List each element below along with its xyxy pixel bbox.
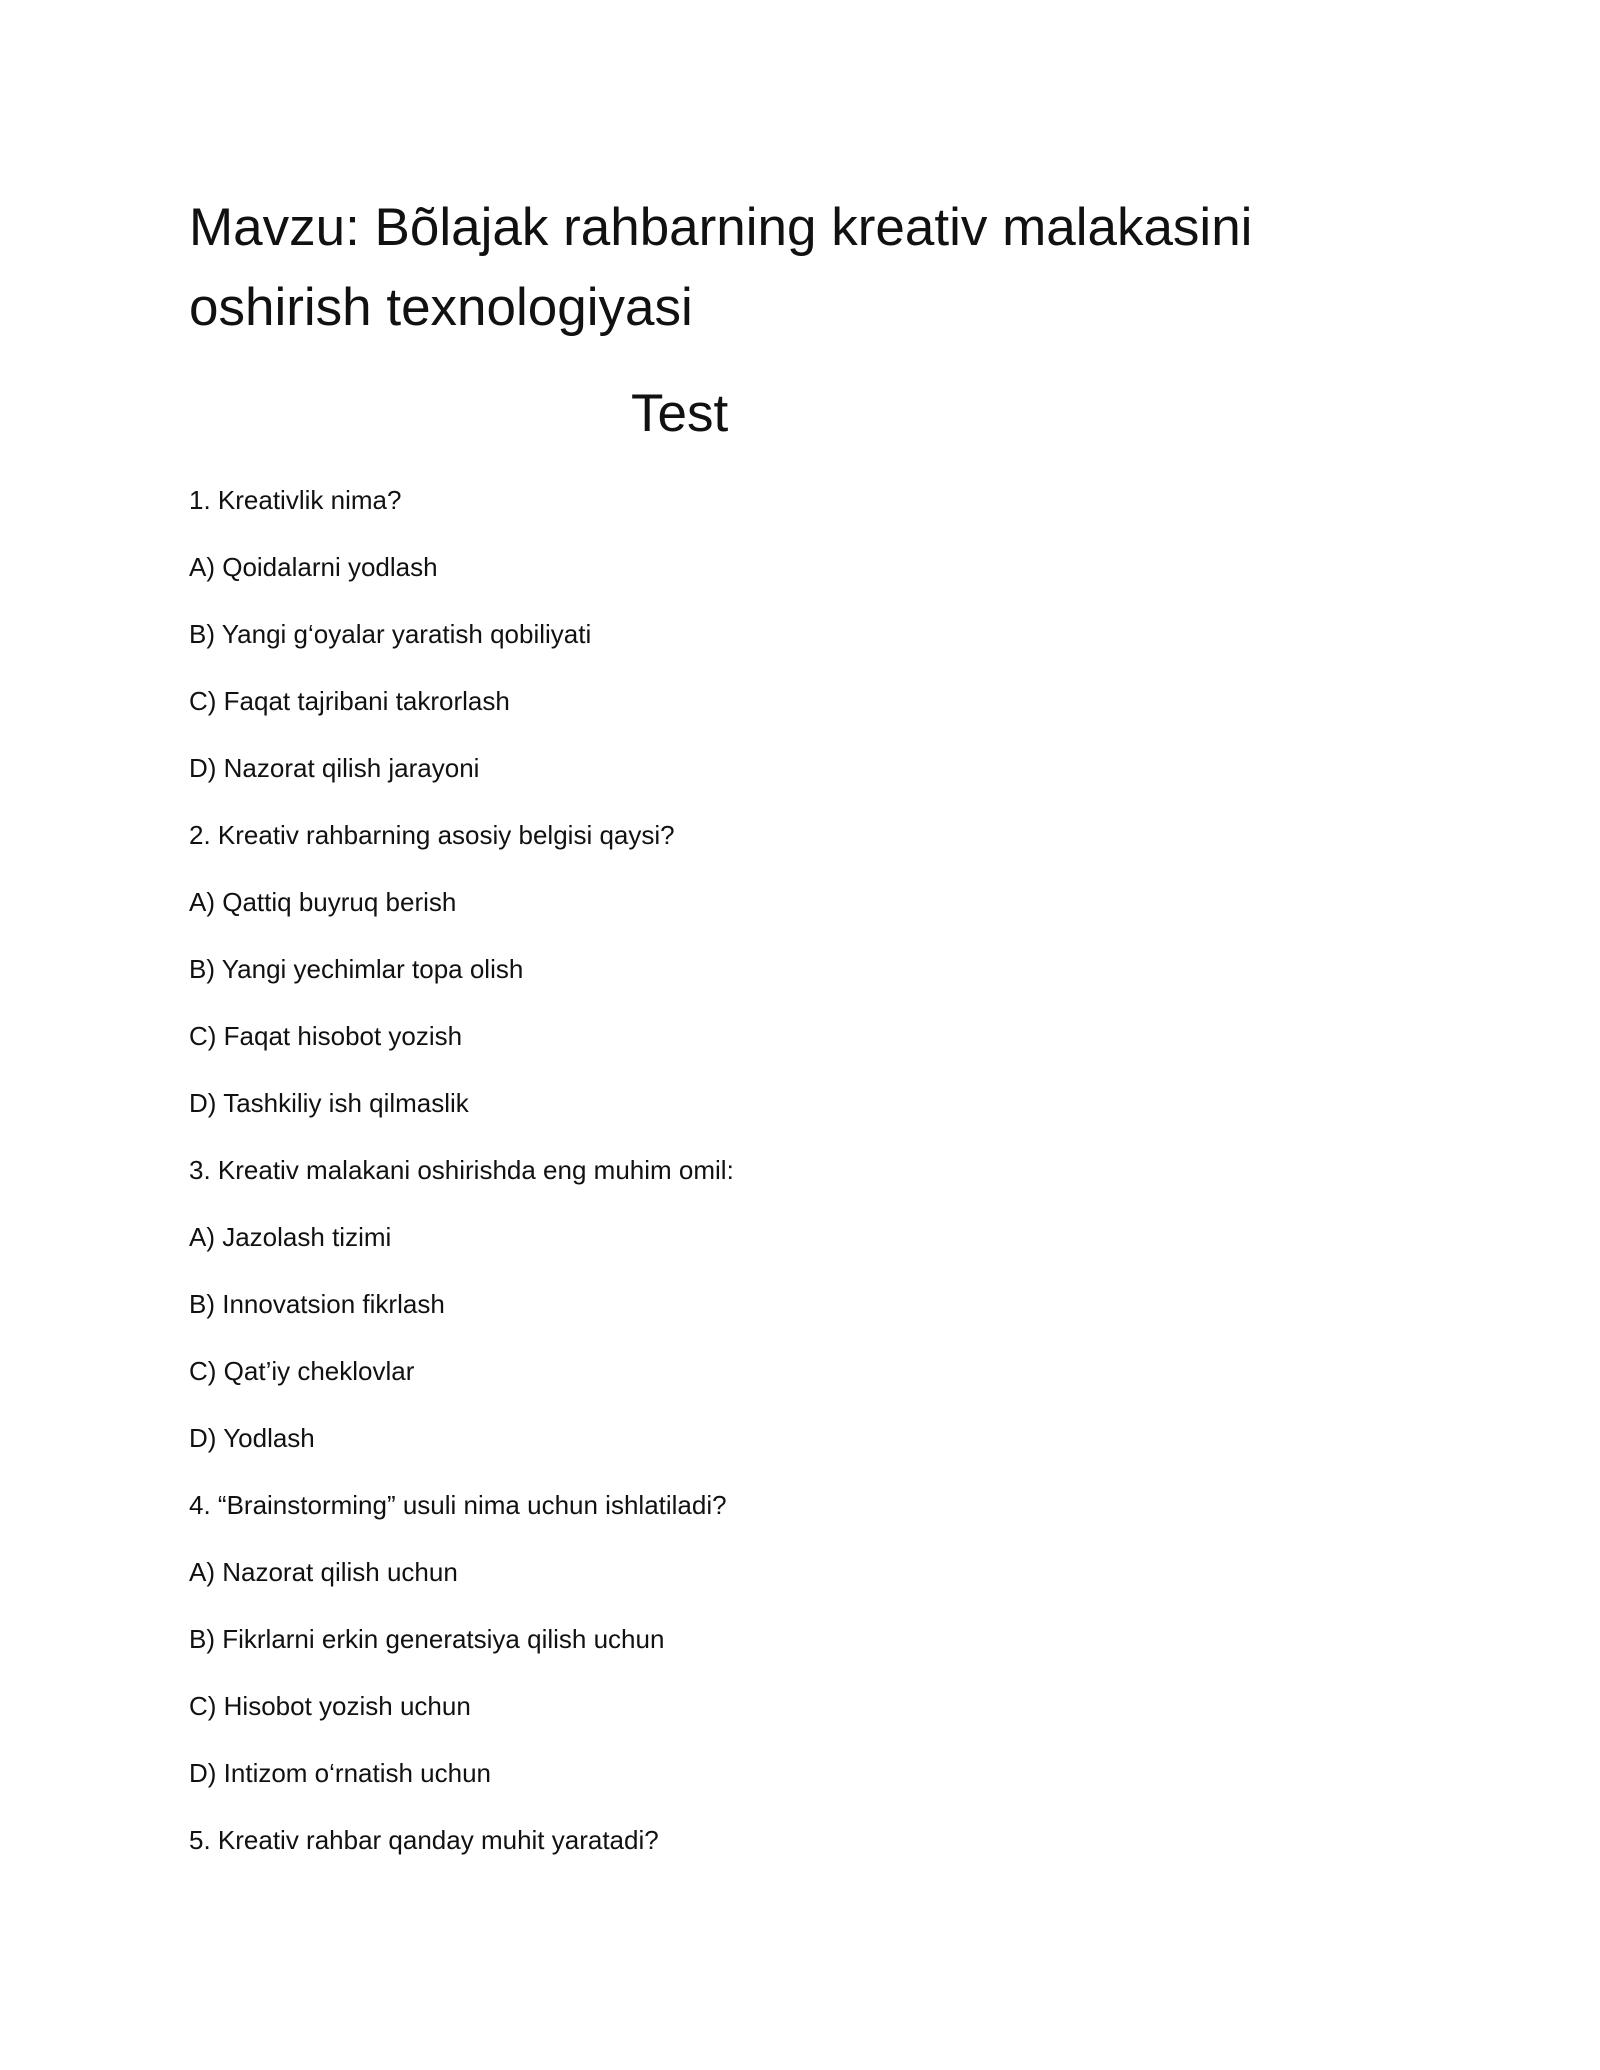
document-title: Mavzu: Bõlajak rahbarning kreativ malakasini oshirish texnologiyasi <box>189 198 1253 337</box>
answer-option-3d: D) Yodlash <box>189 1423 315 1453</box>
question-4: 4. “Brainstorming” usuli nima uchun ishlatiladi? <box>189 1490 727 1520</box>
answer-option-1c: C) Faqat tajribani takrorlash <box>189 686 510 716</box>
question-5: 5. Kreativ rahbar qanday muhit yaratadi? <box>189 1825 659 1855</box>
answer-option-1b: B) Yangi g‘oyalar yaratish qobiliyati <box>189 619 592 649</box>
answer-option-4c: C) Hisobot yozish uchun <box>189 1691 471 1721</box>
answer-option-1a: A) Qoidalarni yodlash <box>189 552 438 582</box>
test-heading: Test <box>631 384 729 443</box>
answer-option-2c: C) Faqat hisobot yozish <box>189 1021 463 1051</box>
question-3: 3. Kreativ malakani oshirishda eng muhim omil: <box>189 1155 734 1185</box>
answer-option-2b: B) Yangi yechimlar topa olish <box>189 954 524 984</box>
answer-option-4b: B) Fikrlarni erkin generatsiya qilish uchun <box>189 1624 665 1654</box>
answer-option-2a: A) Qattiq buyruq berish <box>189 887 457 917</box>
answer-option-3a: A) Jazolash tizimi <box>189 1222 392 1252</box>
answer-option-4a: A) Nazorat qilish uchun <box>189 1557 458 1587</box>
answer-option-4d: D) Intizom o‘rnatish uchun <box>189 1758 492 1788</box>
question-list <box>189 480 1389 1887</box>
question-1: 1. Kreativlik nima? <box>189 485 402 515</box>
question-2: 2. Kreativ rahbarning asosiy belgisi qaysi? <box>189 820 675 850</box>
answer-option-3c: C) Qat’iy cheklovlar <box>189 1356 415 1386</box>
answer-option-1d: D) Nazorat qilish jarayoni <box>189 753 480 783</box>
answer-option-3b: B) Innovatsion fikrlash <box>189 1289 445 1319</box>
answer-option-2d: D) Tashkiliy ish qilmaslik <box>189 1088 469 1118</box>
